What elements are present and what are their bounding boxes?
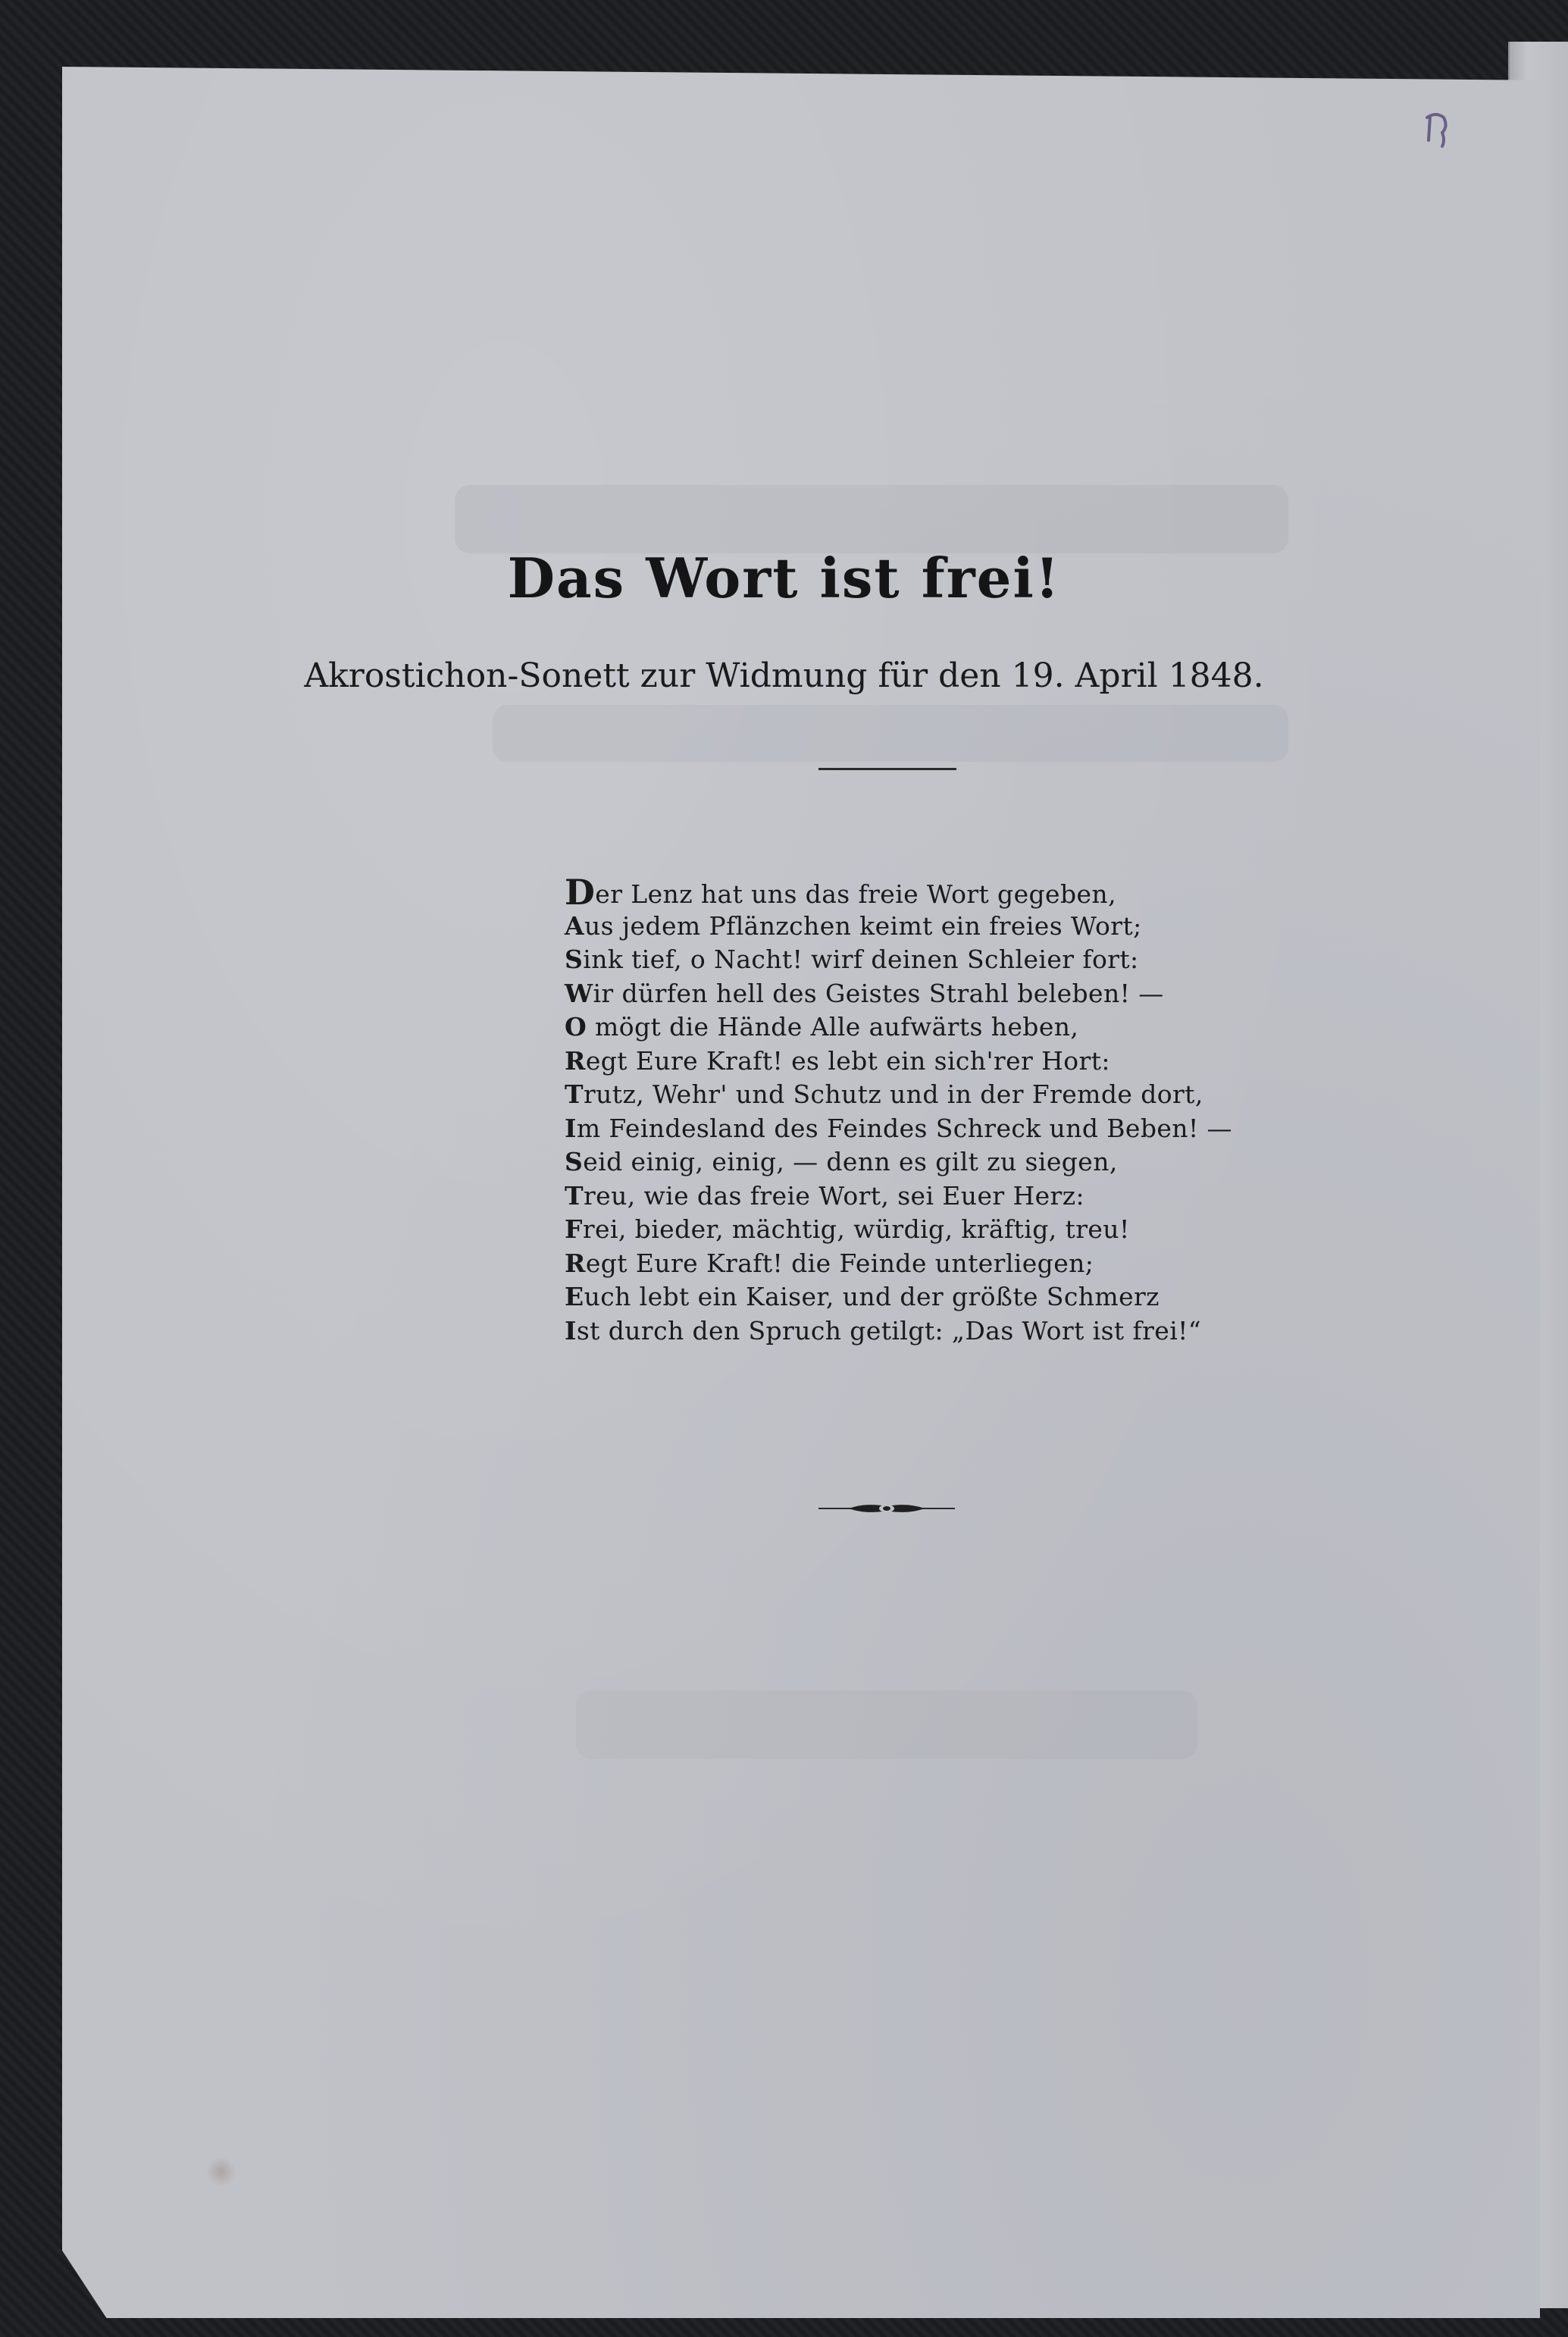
poem-line	[565, 1280, 1322, 1314]
poem-line	[565, 977, 1322, 1011]
line-text: st durch den Spruch getilgt: „Das Wort ist frei!“	[576, 1315, 1202, 1345]
line-initial: R	[565, 1248, 586, 1278]
bleed-through-shape	[455, 485, 1288, 553]
line-initial: S	[565, 1147, 584, 1176]
line-text: m Feindesland des Feindes Schreck und Beben! —	[576, 1113, 1232, 1143]
poem-line	[565, 943, 1322, 977]
line-initial: I	[565, 1113, 577, 1143]
paper-stain	[207, 2157, 236, 2187]
line-text: us jedem Pflänzchen keimt ein freies Wort;	[584, 910, 1142, 941]
ornament-divider-icon	[818, 1499, 955, 1518]
line-initial: T	[565, 1079, 584, 1109]
poem-line	[565, 1112, 1322, 1146]
line-initial: D	[565, 872, 596, 913]
line-initial: E	[565, 1282, 584, 1311]
page-title: Das Wort ist frei!	[507, 546, 1061, 610]
poem-line	[565, 1145, 1322, 1179]
stamp-mark-icon	[1419, 110, 1453, 151]
line-text: ink tief, o Nacht! wirf deinen Schleier fort:	[583, 945, 1139, 974]
line-initial: W	[565, 978, 593, 1008]
line-initial: O	[565, 1012, 587, 1042]
poem-line	[565, 1179, 1322, 1214]
poem-line	[565, 1010, 1322, 1045]
line-initial: R	[565, 1045, 586, 1076]
line-initial: T	[565, 1180, 584, 1211]
poem-line	[565, 872, 1322, 913]
poem-line	[565, 1314, 1322, 1349]
poem-line	[565, 1045, 1322, 1079]
poem-line	[565, 1078, 1322, 1112]
line-text: ir dürfen hell des Geistes Strahl beleben! —	[593, 978, 1164, 1008]
poem-line	[565, 1247, 1322, 1281]
line-text: egt Eure Kraft! die Feinde unterliegen;	[585, 1248, 1094, 1278]
line-text: eid einig, einig, — denn es gilt zu siegen,	[583, 1147, 1118, 1176]
line-text: mögt die Hände Alle aufwärts heben,	[587, 1012, 1079, 1042]
line-text: egt Eure Kraft! es lebt ein sich'rer Hort:	[585, 1045, 1110, 1076]
bleed-through-shape	[576, 1690, 1197, 1759]
page-subtitle: Akrostichon-Sonett zur Widmung für den 19. April 1848.	[304, 656, 1264, 695]
line-text: uch lebt ein Kaiser, und der größte Schmerz	[584, 1282, 1160, 1311]
line-text: reu, wie das freie Wort, sei Euer Herz:	[583, 1180, 1085, 1211]
poem-line	[565, 1213, 1322, 1247]
poem-line	[565, 910, 1322, 944]
poem	[565, 872, 1322, 1348]
line-initial: F	[565, 1214, 583, 1244]
divider-rule	[818, 768, 956, 770]
line-text: er Lenz hat uns das freie Wort gegeben,	[595, 879, 1116, 909]
line-text: rutz, Wehr' und Schutz und in der Fremde dort,	[583, 1079, 1203, 1109]
line-initial: I	[565, 1315, 577, 1345]
line-initial: A	[565, 910, 585, 941]
line-initial: S	[565, 945, 584, 974]
bleed-through-shape	[493, 705, 1288, 762]
line-text: rei, bieder, mächtig, würdig, kräftig, treu!	[582, 1214, 1130, 1244]
